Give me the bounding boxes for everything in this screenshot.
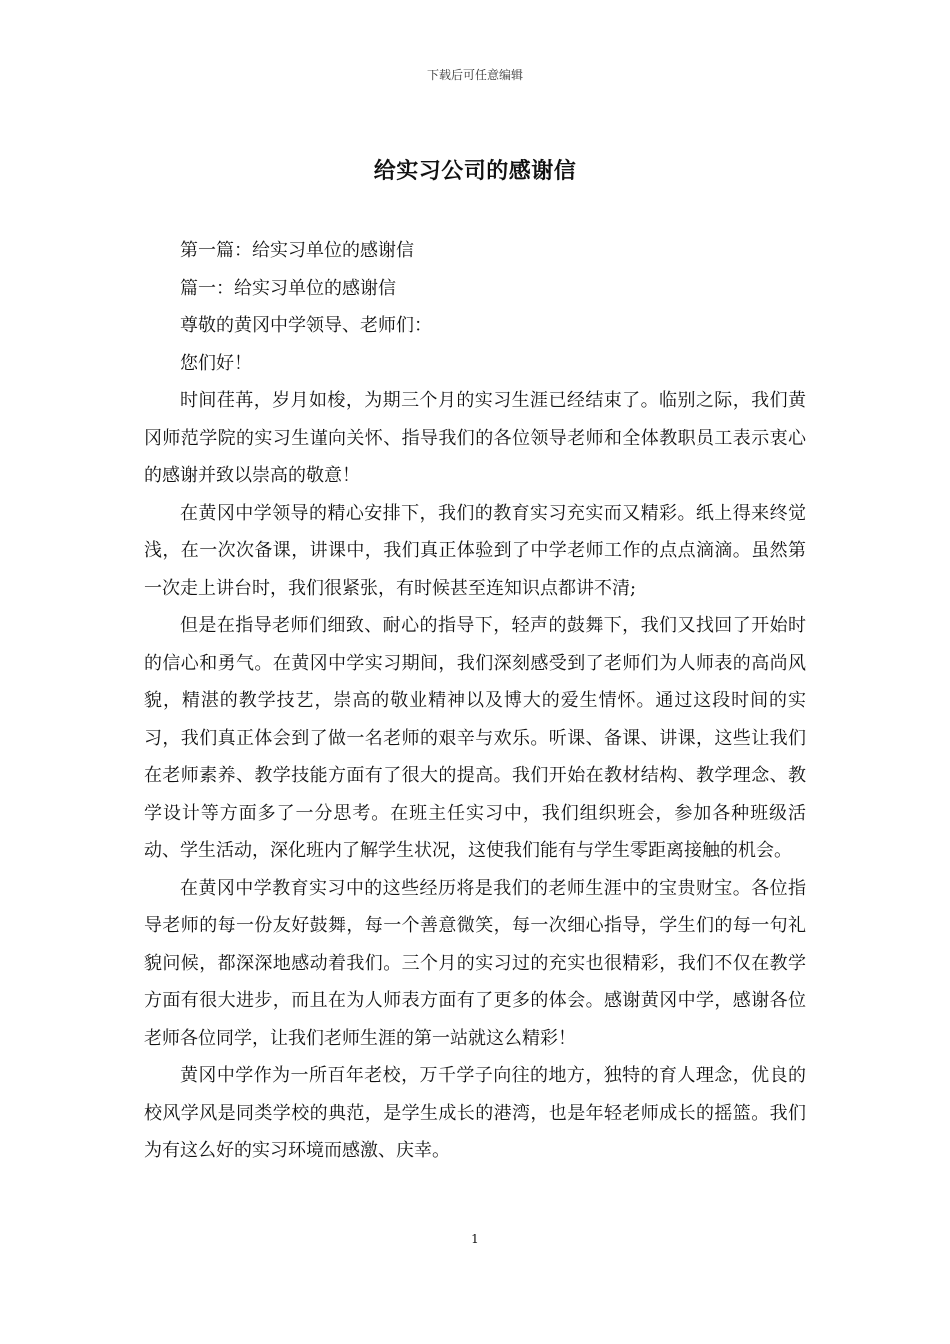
paragraph: 时间荏苒，岁月如梭，为期三个月的实习生涯已经结束了。临别之际，我们黄冈师范学院的实习生谨向关怀、指导我们的各位领导老师和全体教职员工表示衷心的感谢并致以崇高的敬意！ [144, 390, 806, 486]
paragraph: 篇一：给实习单位的感谢信 [180, 277, 396, 299]
paragraph: 但是在指导老师们细致、耐心的指导下，轻声的鼓舞下，我们又找回了开始时的信心和勇气。在黄冈中学实习期间，我们深刻感受到了老师们为人师表的高尚风貌，精湛的教学技艺，崇高的敬业精神以及博大的爱生情怀。通过这段时间的实习，我们真正体会到了做一名老师的艰辛与欢乐。听课、备课、讲课，这些让我们在老师素养、教学技能方面有了很大的提高。我们开始在教材结构、教学理念、教学设计等方面多了一分思考。在班主任实习中，我们组织班会，参加各种班级活动、学生活动，深化班内了解学生状况，这使我们能有与学生零距离接触的机会。 [144, 615, 806, 861]
paragraph: 尊敬的黄冈中学领导、老师们： [180, 315, 432, 336]
page-number: 1 [471, 1232, 479, 1246]
header-note: 下载后可任意编辑 [426, 68, 523, 82]
paragraph: 您们好！ [180, 352, 252, 374]
paragraph: 第一篇：给实习单位的感谢信 [180, 240, 414, 261]
paragraph: 在黄冈中学领导的精心安排下，我们的教育实习充实而又精彩。纸上得来终觉浅，在一次次备课，讲课中，我们真正体验到了中学老师工作的点点滴滴。虽然第一次走上讲台时，我们很紧张，有时候甚至连知识点都讲不清; [144, 502, 806, 599]
paragraph: 在黄冈中学教育实习中的这些经历将是我们的老师生涯中的宝贵财宝。各位指导老师的每一份友好鼓舞，每一个善意微笑，每一次细心指导，学生们的每一句礼貌问候，都深深地感动着我们。三个月的实习过的充实也很精彩，我们不仅在教学方面有很大进步，而且在为人师表方面有了更多的体会。感谢黄冈中学，感谢各位老师各位同学，让我们老师生涯的第一站就这么精彩！ [144, 877, 806, 1049]
paragraph: 黄冈中学作为一所百年老校，万千学子向往的地方，独特的育人理念，优良的校风学风是同类学校的典范，是学生成长的港湾，也是年轻老师成长的摇篮。我们为有这么好的实习环境而感激、庆幸。 [144, 1065, 806, 1161]
document-title: 给实习公司的感谢信 [373, 158, 577, 184]
document-body [144, 232, 806, 1170]
